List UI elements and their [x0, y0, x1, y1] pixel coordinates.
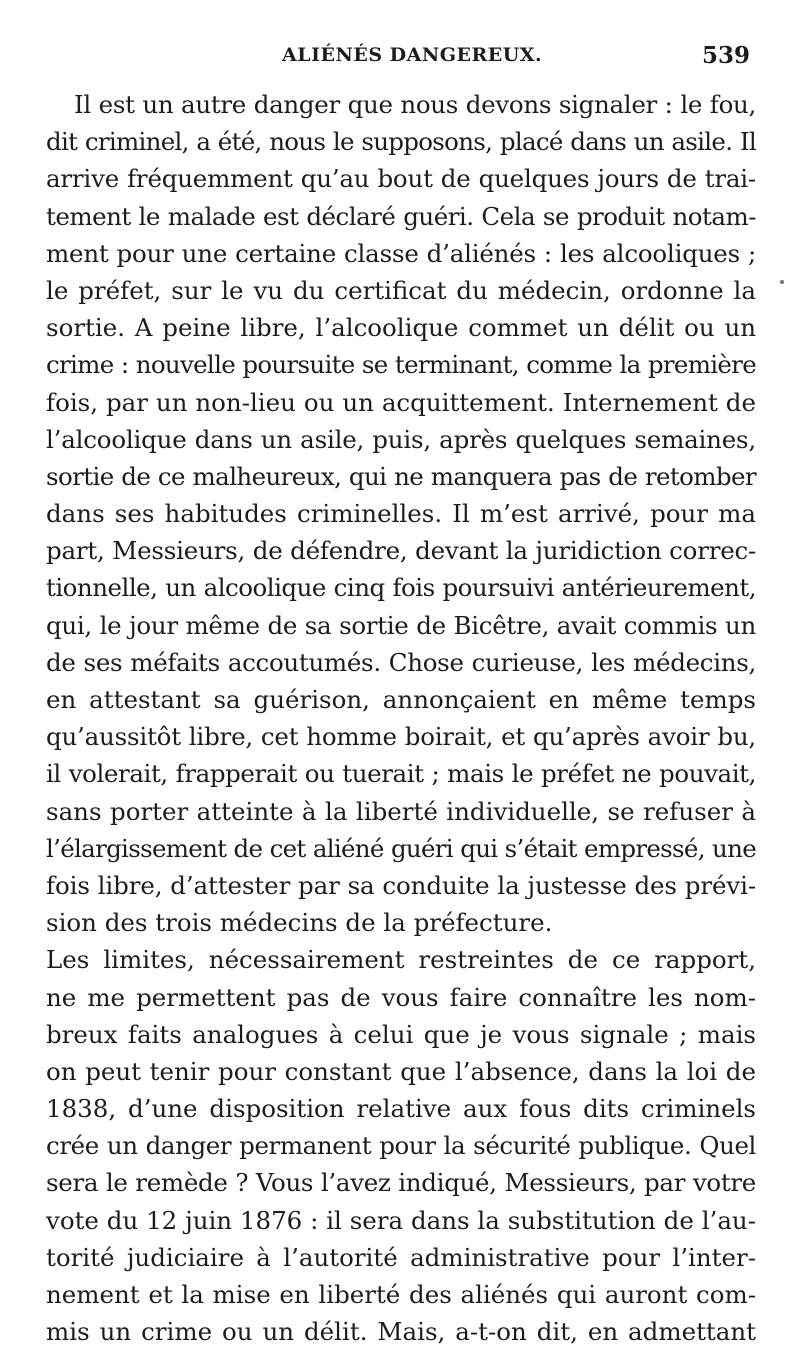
text-line: de ses méfaits accoutumés. Chose curieuse, les médecins,	[46, 647, 756, 677]
text-line: en attestant sa guérison, annonçaient en même temps	[46, 685, 756, 714]
text-line: arrive fréquemment qu’au bout de quelques jours de trai-	[46, 164, 756, 194]
text-line: crime : nouvelle poursuite se terminant, comme la première	[46, 350, 756, 380]
text-line: fois, par un non-lieu ou un acquittement. Internement de	[46, 387, 756, 417]
text-line: sera le remède ? Vous l’avez indiqué, Messieurs, par votre	[46, 1168, 756, 1198]
text-line: Les limites, nécessairement restreintes de ce rapport,	[46, 945, 756, 975]
text-line: sion des trois médecins de la préfecture.	[46, 908, 553, 938]
text-line: sortie de ce malheureux, qui ne manquera pas de retomber	[46, 461, 756, 491]
running-title: ALIÉNÉS DANGEREUX.	[282, 44, 543, 66]
text-line: Il est un autre danger que nous devons signaler : le fou,	[74, 90, 756, 119]
text-line: 1838, d’une disposition relative aux fous dits criminels	[46, 1094, 756, 1124]
text-line: tement le malade est déclaré guéri. Cela se produit notam-	[46, 201, 756, 231]
text-line: il volerait, frapperait ou tuerait ; mais le préfet ne pouvait,	[46, 759, 756, 789]
text-line: sortie. A peine libre, l’alcoolique commet un délit ou un	[46, 313, 756, 343]
text-line: crée un danger permanent pour la sécurité publique. Quel	[46, 1131, 756, 1161]
text-line: tionnelle, un alcoolique cinq fois poursuivi antérieurement,	[46, 573, 756, 603]
text-line: torité judiciaire à l’autorité administrative pour l’inter-	[46, 1242, 756, 1272]
text-line: l’alcoolique dans un asile, puis, après quelques semaines,	[46, 424, 756, 454]
text-line: ment pour une certaine classe d’aliénés : les alcooliques ;	[46, 238, 756, 268]
text-line: sans porter atteinte à la liberté individuelle, se refuser à	[46, 796, 756, 826]
text-line: l’élargissement de cet aliéné guéri qui s’était empressé, une	[46, 833, 756, 863]
text-line: breux faits analogues à celui que je vous signale ; mais	[46, 1019, 756, 1049]
margin-speck	[780, 280, 784, 284]
text-line: vote du 12 juin 1876 : il sera dans la substitution de l’au-	[46, 1205, 756, 1235]
running-header	[0, 40, 800, 70]
text-line: fois libre, d’attester par sa conduite la justesse des prévi-	[46, 870, 756, 900]
page-number: 539	[701, 42, 750, 69]
text-line: le préfet, sur le vu du certificat du médecin, ordonne la	[46, 275, 756, 305]
text-line: nement et la mise en liberté des aliénés qui auront com-	[46, 1280, 756, 1309]
text-line: dans ses habitudes criminelles. Il m’est arrivé, pour ma	[46, 499, 756, 529]
text-line: ne me permettent pas de vous faire connaître les nom-	[46, 982, 756, 1012]
text-line: qui, le jour même de sa sortie de Bicêtre, avait commis un	[46, 610, 756, 640]
body-text	[46, 86, 756, 1350]
text-line: part, Messieurs, de défendre, devant la juridiction correc-	[46, 536, 757, 566]
text-line: on peut tenir pour constant que l’absence, dans la loi de	[46, 1056, 756, 1086]
text-line: qu’aussitôt libre, cet homme boirait, et qu’après avoir bu,	[46, 722, 756, 752]
text-line: mis un crime ou un délit. Mais, a-t-on dit, en admettant	[46, 1317, 756, 1347]
text-line: dit criminel, a été, nous le supposons, placé dans un asile. Il	[46, 127, 756, 157]
